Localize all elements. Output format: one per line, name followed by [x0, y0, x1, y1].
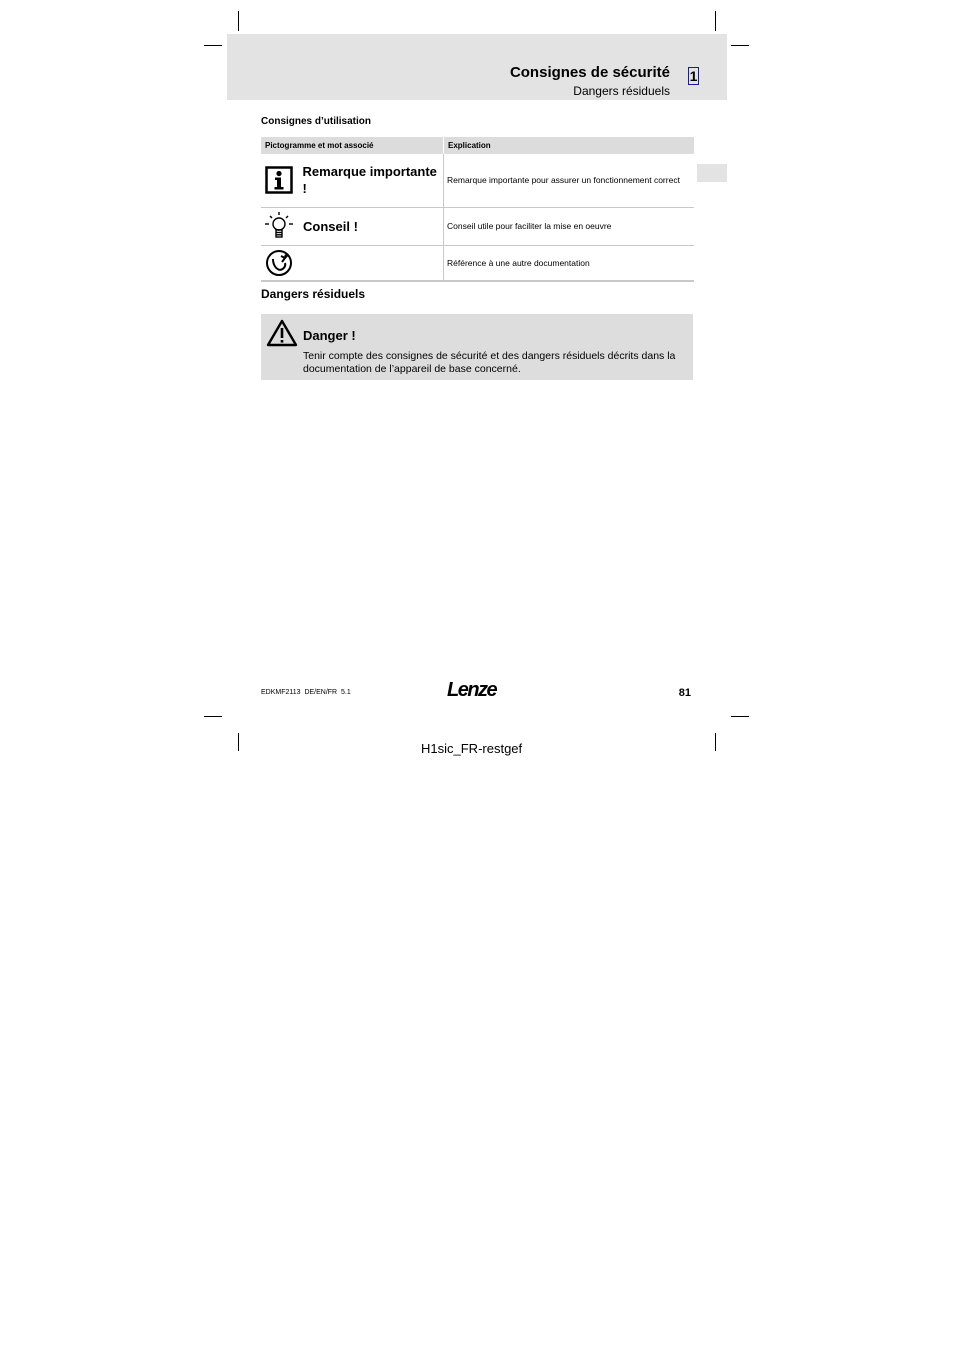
table-row	[261, 154, 694, 207]
crop-mark	[715, 733, 716, 751]
column-header-explanation: Explication	[444, 137, 695, 154]
explanation-cell: Référence à une autre documentation	[444, 245, 695, 281]
crop-mark	[204, 45, 222, 46]
crop-mark	[731, 716, 749, 717]
pictogram-cell	[261, 245, 444, 281]
section-heading-usage: Consignes d’utilisation	[261, 116, 372, 127]
chapter-tab	[697, 164, 727, 182]
page-number: 81	[678, 687, 691, 699]
crop-mark	[204, 716, 222, 717]
warning-triangle-icon	[266, 319, 298, 352]
pictogram-word: Remarque importante !	[302, 164, 437, 197]
pictogram-table	[261, 137, 694, 282]
crop-mark	[238, 11, 239, 31]
reference-icon	[261, 249, 297, 277]
table-row	[261, 245, 694, 281]
table-row	[261, 207, 694, 245]
crop-mark	[238, 733, 239, 751]
explanation-cell: Remarque importante pour assurer un fonctionnement correct	[444, 154, 695, 207]
pictogram-cell	[261, 154, 444, 207]
column-header-pictogram: Pictogramme et mot associé	[261, 137, 444, 154]
document-id: EDKMF2113 DE/EN/FR 5.1	[261, 689, 351, 696]
chapter-number: 1	[689, 68, 698, 84]
crop-mark	[731, 45, 749, 46]
table-header-row	[261, 137, 694, 154]
lenze-logo: Lenze	[447, 679, 497, 701]
page-subtitle: Dangers résiduels	[573, 84, 670, 98]
crop-mark	[715, 11, 716, 31]
lightbulb-icon	[261, 211, 297, 241]
pictogram-word: Conseil !	[303, 218, 358, 234]
danger-text: Tenir compte des consignes de sécurité et des dangers résiduels décrits dans la documentation de l’appareil de base concerné.	[303, 350, 676, 375]
explanation-cell: Conseil utile pour faciliter la mise en oeuvre	[444, 207, 695, 245]
file-name: H1sic_FR-restgef	[421, 741, 523, 756]
page-title: Consignes de sécurité	[509, 64, 670, 81]
info-icon	[261, 166, 297, 194]
danger-title: Danger !	[303, 328, 356, 343]
pictogram-cell	[261, 207, 444, 245]
section-heading-residual: Dangers résiduels	[261, 287, 366, 301]
